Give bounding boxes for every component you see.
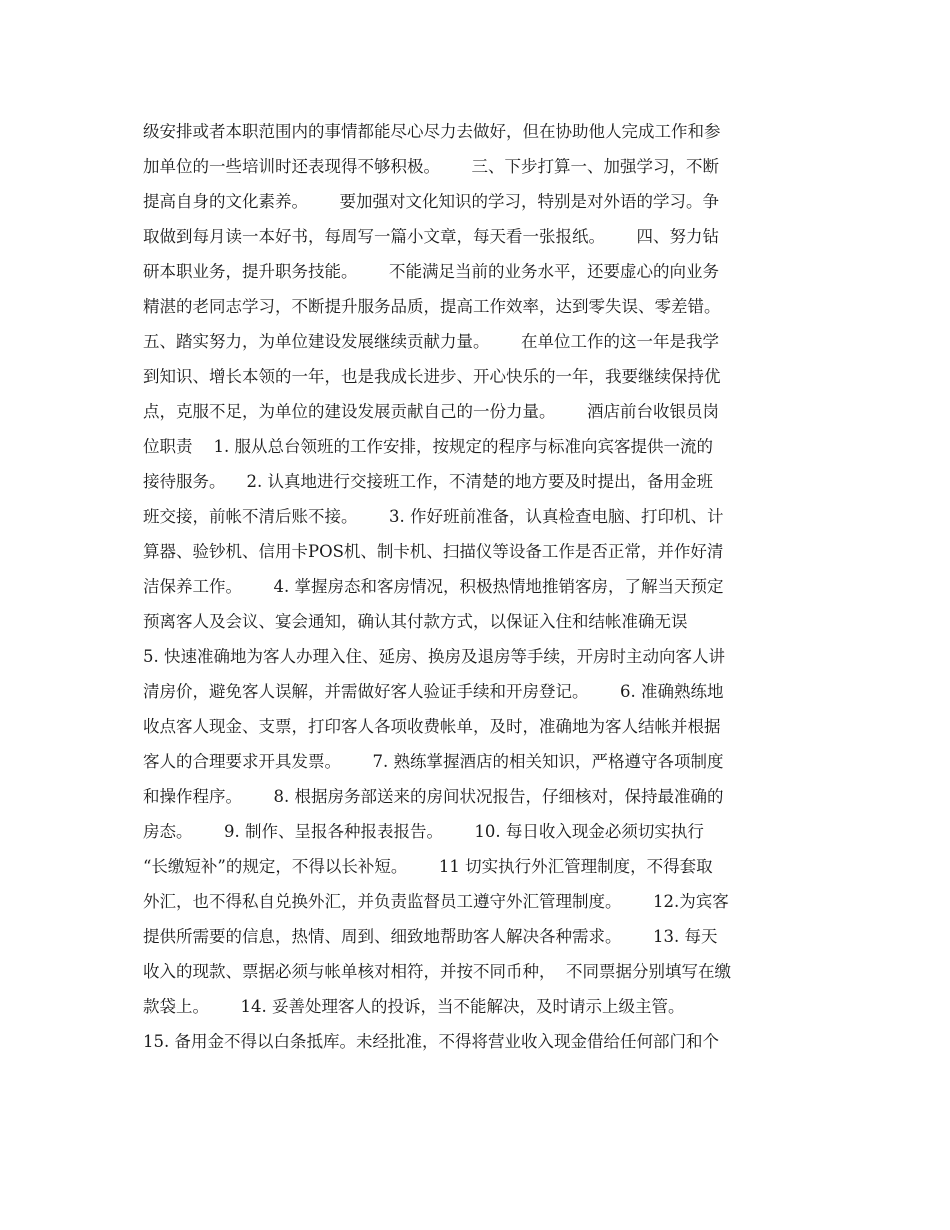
body-text — [143, 114, 813, 1059]
text-line: 算器、验钞机、信用卡POS机、制卡机、扫描仪等设备工作是否正常，并作好清 — [143, 542, 724, 561]
text-line: 提供所需要的信息，热情、周到、细致地帮助客人解决各种需求。 13. 每天 — [143, 927, 718, 946]
text-line: 位职责 1. 服从总台领班的工作安排，按规定的程序与标准向宾客提供一流的 — [143, 437, 713, 456]
text-line: 接待服务。 2. 认真地进行交接班工作，不清楚的地方要及时提出，备用金班 — [143, 472, 713, 491]
text-line: 点，克服不足，为单位的建设发展贡献自己的一份力量。 酒店前台收银员岗 — [143, 402, 719, 421]
text-line: 洁保养工作。 4. 掌握房态和客房情况，积极热情地推销客房，了解当天预定 — [143, 577, 724, 596]
text-line: 款袋上。 14. 妥善处理客人的投诉，当不能解决，及时请示上级主管。 — [143, 997, 685, 1016]
text-line: 房态。 9. 制作、呈报各种报表报告。 10. 每日收入现金必须切实执行 — [143, 822, 704, 841]
text-line: 研本职业务，提升职务技能。 不能满足当前的业务水平，还要虚心的向业务 — [143, 262, 719, 281]
text-line: 加单位的一些培训时还表现得不够积极。 三、下步打算一、加强学习，不断 — [143, 157, 719, 176]
text-line: 和操作程序。 8. 根据房务部送来的房间状况报告，仔细核对，保持最准确的 — [143, 787, 724, 806]
text-line: 五、踏实努力，为单位建设发展继续贡献力量。 在单位工作的这一年是我学 — [143, 332, 719, 351]
text-line: 班交接，前帐不清后账不接。 3. 作好班前准备，认真检查电脑、打印机、计 — [143, 507, 724, 526]
text-line: 取做到每月读一本好书，每周写一篇小文章，每天看一张报纸。 四、努力钻 — [143, 227, 719, 246]
text-line: 15. 备用金不得以白条抵库。未经批准，不得将营业收入现金借给任何部门和个 — [143, 1032, 719, 1051]
text-line: 5. 快速准确地为客人办理入住、延房、换房及退房等手续，开房时主动向客人讲 — [143, 647, 725, 666]
text-line: 收入的现款、票据必须与帐单核对相符，并按不同币种， 不同票据分别填写在缴 — [143, 962, 731, 981]
text-line: 客人的合理要求开具发票。 7. 熟练掌握酒店的相关知识，严格遵守各项制度 — [143, 752, 724, 771]
text-line: 清房价，避免客人误解，并需做好客人验证手续和开房登记。 6. 准确熟练地 — [143, 682, 724, 701]
text-line: 收点客人现金、支票，打印客人各项收费帐单，及时，准确地为客人结帐并根据 — [143, 717, 721, 736]
text-line: 级安排或者本职范围内的事情都能尽心尽力去做好，但在协助他人完成工作和参 — [143, 122, 721, 141]
text-line: 到知识、增长本领的一年，也是我成长进步、开心快乐的一年，我要继续保持优 — [143, 367, 721, 386]
text-line: “长缴短补”的规定，不得以长补短。 11 切实执行外汇管理制度，不得套取 — [143, 857, 713, 876]
text-line: 精湛的老同志学习，不断提升服务品质，提高工作效率，达到零失误、零差错。 — [143, 297, 721, 316]
text-line: 预离客人及会议、宴会通知，确认其付款方式，以保证入住和结帐准确无误 — [143, 612, 688, 631]
text-line: 外汇，也不得私自兑换外汇，并负责监督员工遵守外汇管理制度。 12.为宾客 — [143, 892, 729, 911]
text-line: 提高自身的文化素养。 要加强对文化知识的学习，特别是对外语的学习。争 — [143, 192, 719, 211]
